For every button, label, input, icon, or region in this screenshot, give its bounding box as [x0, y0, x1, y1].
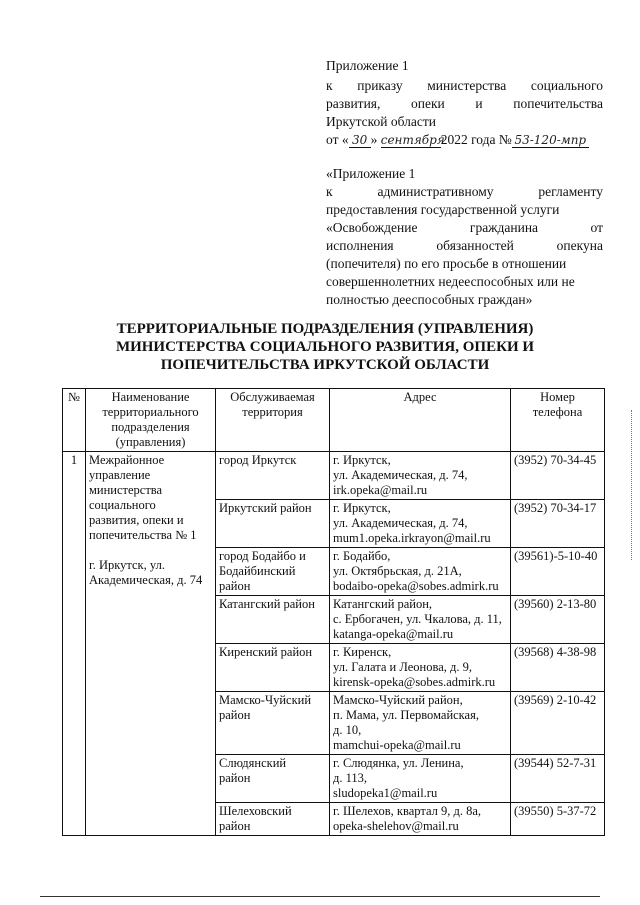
unit-location-line: Академическая, д. 74 — [89, 573, 203, 587]
address-line: г. Шелехов, квартал 9, д. 8а, — [333, 804, 482, 818]
territory-line: район — [219, 819, 251, 833]
word: к — [326, 184, 333, 199]
word: к — [326, 78, 333, 93]
address-cell — [330, 596, 511, 644]
unit-name-line: министерства — [89, 483, 163, 497]
order-line-3: Иркутской области — [326, 114, 437, 129]
header-phone-line: Номер — [540, 390, 575, 404]
word: социального — [530, 78, 603, 93]
header-num: № — [63, 389, 86, 452]
email-line: opeka-shelehov@mail.ru — [333, 819, 459, 833]
address-line: г. Иркутск, — [333, 501, 391, 515]
address-cell — [330, 803, 511, 836]
address-line: ул. Академическая, д. 74, — [333, 516, 468, 530]
offices-table — [62, 388, 605, 836]
address-line: п. Мама, ул. Первомайская, — [333, 708, 479, 722]
date-day-handwritten: 30 — [349, 133, 371, 148]
unit-name-line: Межрайонное — [89, 453, 165, 467]
address-cell — [330, 644, 511, 692]
date-month-handwritten: сентября — [380, 133, 445, 147]
word: приказу — [357, 78, 403, 93]
territory-line: Шелеховский — [219, 804, 292, 818]
address-line: г. Киренск, — [333, 645, 392, 659]
word: и — [475, 96, 483, 111]
word: министерства — [427, 78, 507, 93]
address-line: д. 113, — [333, 771, 368, 785]
regulation-line-4 — [326, 236, 603, 255]
address-line: ул. Октябрьская, д. 21А, — [333, 564, 462, 578]
territory-cell — [216, 755, 330, 803]
phone-cell: (39561)-5-10-40 — [511, 548, 605, 596]
regulation-line-1 — [326, 182, 603, 201]
header-name-line: Наименование — [111, 390, 190, 404]
territory-line: Киренский район — [219, 645, 313, 659]
address-cell — [330, 452, 511, 500]
email-line: mamchui-opeka@mail.ru — [333, 738, 461, 752]
regulation-line-3 — [326, 218, 603, 237]
word: попечительства — [513, 96, 603, 111]
territory-cell — [216, 500, 330, 548]
address-line: ул. Галата и Леонова, д. 9, — [333, 660, 472, 674]
territory-line: Мамско-Чуйский — [219, 693, 312, 707]
unit-location-line: г. Иркутск, ул. — [89, 558, 165, 572]
address-cell — [330, 692, 511, 755]
address-line: г. Слюдянка, ул. Ленина, — [333, 756, 464, 770]
word: от — [590, 220, 603, 235]
territory-cell — [216, 548, 330, 596]
territory-cell — [216, 452, 330, 500]
table-row — [63, 452, 605, 500]
order-number-handwritten: 53-120-мпр — [512, 133, 589, 148]
date-year: 2022 года № — [440, 132, 512, 147]
territory-cell — [216, 596, 330, 644]
word: обязанностей — [436, 238, 514, 253]
territory-line: Иркутский район — [219, 501, 312, 515]
page-title — [40, 320, 610, 374]
header-name-line: (управления) — [115, 435, 186, 449]
unit-name-line: развития, опеки и — [89, 513, 184, 527]
bottom-rule — [40, 896, 600, 897]
address-cell — [330, 548, 511, 596]
unit-name-line: попечительства № 1 — [89, 528, 197, 542]
phone-cell: (3952) 70-34-17 — [511, 500, 605, 548]
phone-cell: (39569) 2-10-42 — [511, 692, 605, 755]
territory-cell — [216, 644, 330, 692]
address-line: с. Ербогачен, ул. Чкалова, д. 11, — [333, 612, 502, 626]
word: исполнения — [326, 238, 394, 253]
address-line: Мамско-Чуйский район, — [333, 693, 463, 707]
email-line: irk.opeka@mail.ru — [333, 483, 428, 497]
address-cell — [330, 755, 511, 803]
spacer — [89, 543, 212, 558]
regulation-line-6: совершеннолетних недееспособных или не — [326, 274, 575, 289]
territory-line: район — [219, 579, 251, 593]
email-line: mum1.opeka.irkrayon@mail.ru — [333, 531, 491, 545]
header-name-line: территориального — [102, 405, 199, 419]
title-line-1: ТЕРРИТОРИАЛЬНЫЕ ПОДРАЗДЕЛЕНИЯ (УПРАВЛЕНИЯ) — [116, 321, 534, 337]
email-line: sludopeka1@mail.ru — [333, 786, 438, 800]
word: опеки — [411, 96, 445, 111]
regulation-line-5: (попечителя) по его просьбе в отношении — [326, 256, 567, 271]
address-line: г. Иркутск, — [333, 453, 391, 467]
scan-margin-mark — [631, 410, 636, 560]
header-territory-line: территория — [242, 405, 303, 419]
unit-name-cell — [86, 452, 216, 836]
address-line: Катангский район, — [333, 597, 433, 611]
date-prefix: от « — [326, 132, 349, 147]
address-cell — [330, 500, 511, 548]
phone-cell: (39544) 52-7-31 — [511, 755, 605, 803]
word: регламенту — [538, 184, 603, 199]
date-sep: » — [370, 132, 378, 147]
territory-line: Катангский район — [219, 597, 315, 611]
address-line: д. 10, — [333, 723, 362, 737]
header-territory — [216, 389, 330, 452]
order-line-2 — [326, 94, 603, 113]
territory-cell — [216, 803, 330, 836]
phone-cell: (39560) 2-13-80 — [511, 596, 605, 644]
email-line: katanga-opeka@mail.ru — [333, 627, 454, 641]
title-line-2: МИНИСТЕРСТВА СОЦИАЛЬНОГО РАЗВИТИЯ, ОПЕКИ И — [115, 339, 535, 355]
email-line: kirensk-opeka@sobes.admirk.ru — [333, 675, 496, 689]
address-line: г. Бодайбо, — [333, 549, 391, 563]
header-phone — [511, 389, 605, 452]
unit-name-line: управление — [89, 468, 151, 482]
regulation-line-2: предоставления государственной услуги — [326, 202, 560, 217]
territory-cell — [216, 692, 330, 755]
header-phone-line: телефона — [532, 405, 583, 419]
header-territory-line: Обслуживаемая — [230, 390, 315, 404]
unit-name-line: социального — [89, 498, 156, 512]
unit-number: 1 — [63, 452, 86, 836]
header-address: Адрес — [330, 389, 511, 452]
order-line-1 — [326, 76, 603, 95]
header-name-line: подразделения — [111, 420, 190, 434]
phone-cell: (39550) 5-37-72 — [511, 803, 605, 836]
word: гражданина — [469, 220, 539, 235]
territory-line: район — [219, 771, 251, 785]
word: «Освобождение — [326, 220, 418, 235]
email-line: bodaibo-opeka@sobes.admirk.ru — [333, 579, 499, 593]
address-line: ул. Академическая, д. 74, — [333, 468, 468, 482]
word: административному — [377, 184, 494, 199]
territory-line: город Иркутск — [219, 453, 297, 467]
regulation-line-7: полностью дееспособных граждан» — [326, 292, 533, 307]
regulation-appendix: «Приложение 1 — [326, 166, 416, 181]
order-date-line — [326, 130, 603, 149]
territory-line: Слюдянский — [219, 756, 287, 770]
table-header-row — [63, 389, 605, 452]
title-line-3: ПОПЕЧИТЕЛЬСТВА ИРКУТСКОЙ ОБЛАСТИ — [160, 357, 490, 373]
word: развития, — [326, 96, 381, 111]
word: опекуна — [556, 238, 603, 253]
phone-cell: (3952) 70-34-45 — [511, 452, 605, 500]
appendix-label: Приложение 1 — [326, 58, 409, 73]
territory-line: Бодайбинский — [219, 564, 296, 578]
header-name — [86, 389, 216, 452]
territory-line: город Бодайбо и — [219, 549, 306, 563]
phone-cell: (39568) 4-38-98 — [511, 644, 605, 692]
territory-line: район — [219, 708, 251, 722]
